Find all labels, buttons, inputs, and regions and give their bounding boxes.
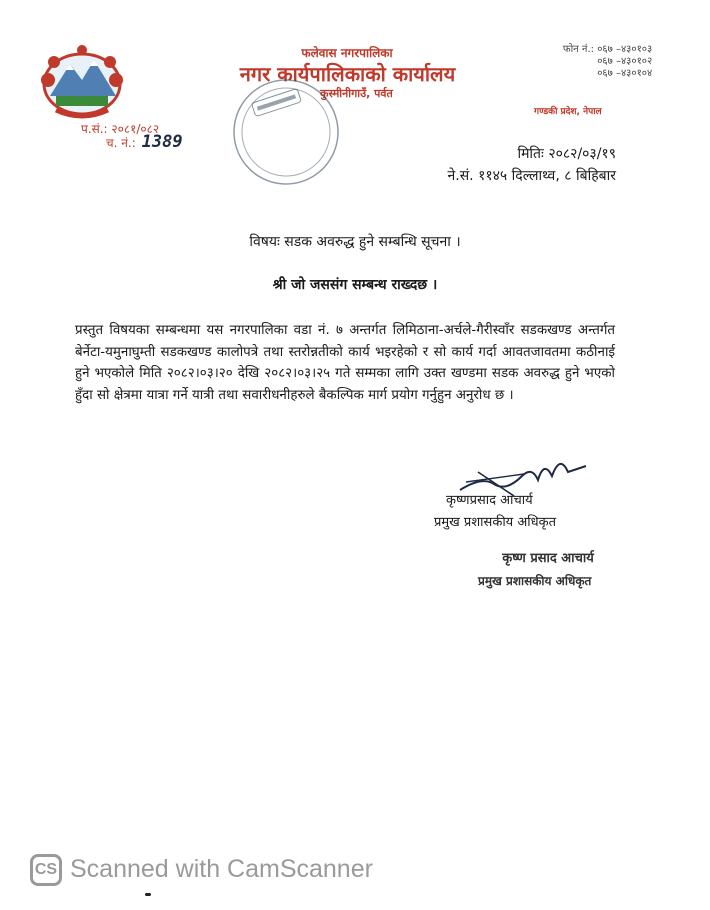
phone-row	[548, 68, 652, 80]
nepal-emblem-icon	[36, 40, 128, 122]
phone-numbers	[548, 44, 652, 80]
office-location: कुस्मीनीगाउँ, पर्वत	[320, 87, 393, 100]
fiscal-year-ref: प.सं.: २०८१/०८२	[81, 122, 160, 136]
name-stamp	[478, 548, 618, 589]
nepal-sambat-date: ने.सं. ११४५ दिल्लाथ्व, ८ बिहिबार	[447, 168, 616, 184]
name-stamp-name: कृष्ण प्रसाद आचार्य	[502, 551, 594, 566]
dispatch-number-label: च. नं.:	[106, 136, 136, 150]
office-title: नगर कार्यपालिकाको कार्यालय	[239, 62, 456, 86]
municipality-seal-icon	[228, 74, 344, 190]
letter-salutation: श्री जो जससंग सम्बन्ध राख्दछ ।	[272, 277, 438, 293]
letter-date: मितिः २०८२/०३/१९	[517, 146, 616, 162]
dispatch-number	[106, 132, 183, 152]
name-stamp-title: प्रमुख प्रशासकीय अधिकृत	[478, 574, 592, 588]
scanner-watermark: Scanned with CamScanner	[70, 855, 373, 883]
province-label: गण्डकी प्रदेश, नेपाल	[534, 107, 602, 117]
phone-row	[548, 56, 652, 68]
phone-number: ०६७ –४३०१०४	[597, 68, 653, 79]
letter-subject: विषयः सडक अवरुद्ध हुने सम्बन्धि सूचना ।	[249, 234, 461, 250]
camscanner-logo-icon: CS	[30, 854, 62, 886]
phone-row	[548, 44, 652, 56]
municipality-name: फलेवास नगरपालिका	[301, 46, 393, 60]
letter-body: प्रस्तुत विषयका सम्बन्धमा यस नगरपालिका वडा नं. ७ अन्तर्गत लिमिठाना-अर्चले-गैरीस्वाँर सडकखण्ड अन्तर्गत बेर्नेटा-यमुनाघुम्ती सडकखण्ड कालोपत्रे तथा स्तरोन्नतीको कार्य भइरहेको र सो कार्य गर्दा आवतजावतमा कठीनाई हुने भएकोले मिति २०८२।०३।२० देखि २०८२।०३।२५ गते सम्मका लागि उक्त खण्डमा सडक अवरुद्ध हुने भएको हुँदा सो क्षेत्रमा यात्रा गर्ने यात्री तथा सवारीधनीहरुले बैकल्पिक मार्ग प्रयोग गर्नुहुन अनुरोध छ ।	[75, 323, 615, 403]
signatory-title: प्रमुख प्रशासकीय अधिकृत	[434, 515, 557, 530]
phone-label: फोन नं.:	[562, 44, 594, 55]
dispatch-number-value: 1389	[141, 132, 183, 152]
signatory-name: कृष्णप्रसाद आचार्य	[446, 493, 533, 508]
scan-speck	[145, 893, 151, 896]
phone-number: ०६७ –४३०१०३	[597, 44, 653, 55]
phone-number: ०६७ –४३०१०२	[597, 56, 653, 67]
